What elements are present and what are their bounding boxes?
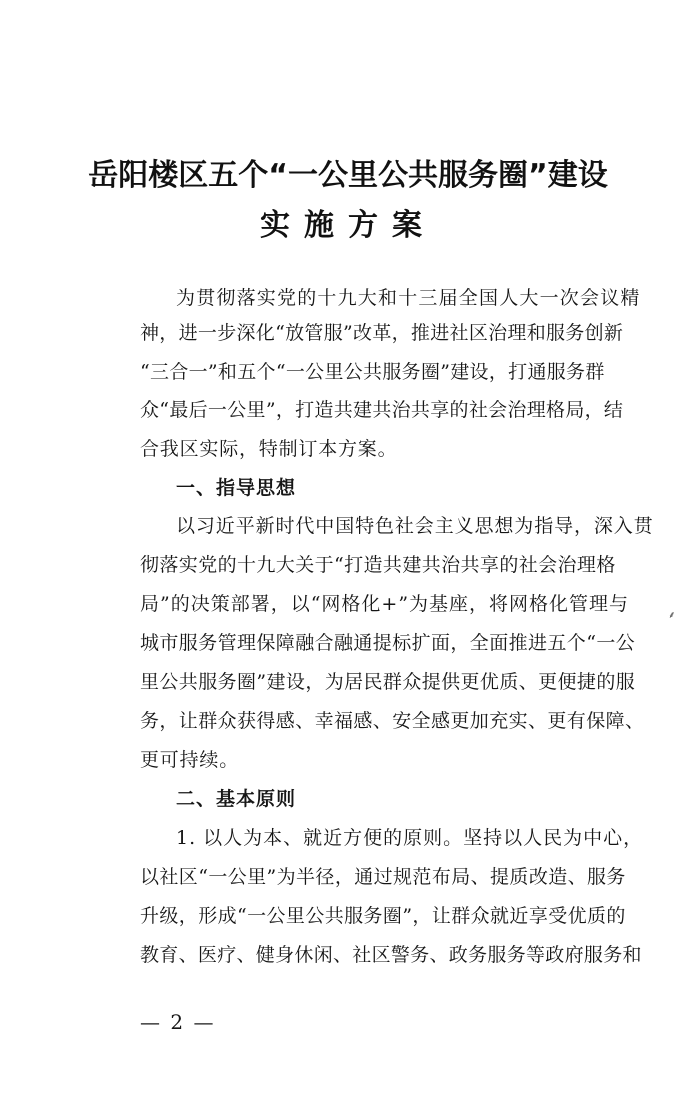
section1-line-7: 更可持续。: [140, 749, 240, 771]
section-heading-2: 二、基本原则: [176, 788, 297, 810]
section1-line-3: 局”的决策部署，以“网格化+”为基座，将网格化管理与: [140, 593, 630, 615]
intro-line-2: 神，进一步深化“放管服”改革，推进社区治理和服务创新: [140, 322, 624, 344]
section1-line-4: 城市服务管理保障融合融通提标扩面，全面推进五个“一公: [140, 632, 636, 654]
section2-line-1: 1. 以人为本、就近方便的原则。坚持以人民为中心，: [176, 827, 644, 849]
section2-line-2: 以社区“一公里”为半径，通过规范布局、提质改造、服务: [140, 866, 626, 888]
intro-line-1: 为贯彻落实党的十九大和十三届全国人大一次会议精: [176, 287, 641, 309]
margin-mark: ⸙: [668, 610, 676, 621]
section1-line-5: 里公共服务圈”建设，为居民群众提供更优质、更便捷的服: [140, 671, 636, 693]
section1-line-1: 以习近平新时代中国特色社会主义思想为指导，深入贯: [176, 515, 654, 537]
document-title-line2: 实施方案: [260, 208, 436, 243]
section2-line-4: 教育、医疗、健身休闲、社区警务、政务服务等政府服务和: [140, 944, 642, 966]
section1-line-2: 彻落实党的十九大关于“打造共建共治共享的社会治理格: [140, 554, 616, 576]
intro-line-5: 合我区实际，特制订本方案。: [140, 438, 398, 460]
intro-line-4: 众“最后一公里”，打造共建共治共享的社会治理格局，结: [140, 399, 624, 421]
section2-line-3: 升级，形成“一公里公共服务圈”，让群众就近享受优质的: [140, 905, 626, 927]
section1-line-6: 务，让群众获得感、幸福感、安全感更加充实、更有保障、: [140, 710, 645, 732]
document-title-line1: 岳阳楼区五个“一公里公共服务圈”建设: [88, 158, 608, 193]
section-heading-1: 一、指导思想: [176, 477, 297, 499]
page-number: — 2 —: [140, 1010, 216, 1034]
intro-line-3: “三合一”和五个“一公里公共服务圈”建设，打通服务群: [140, 361, 605, 383]
